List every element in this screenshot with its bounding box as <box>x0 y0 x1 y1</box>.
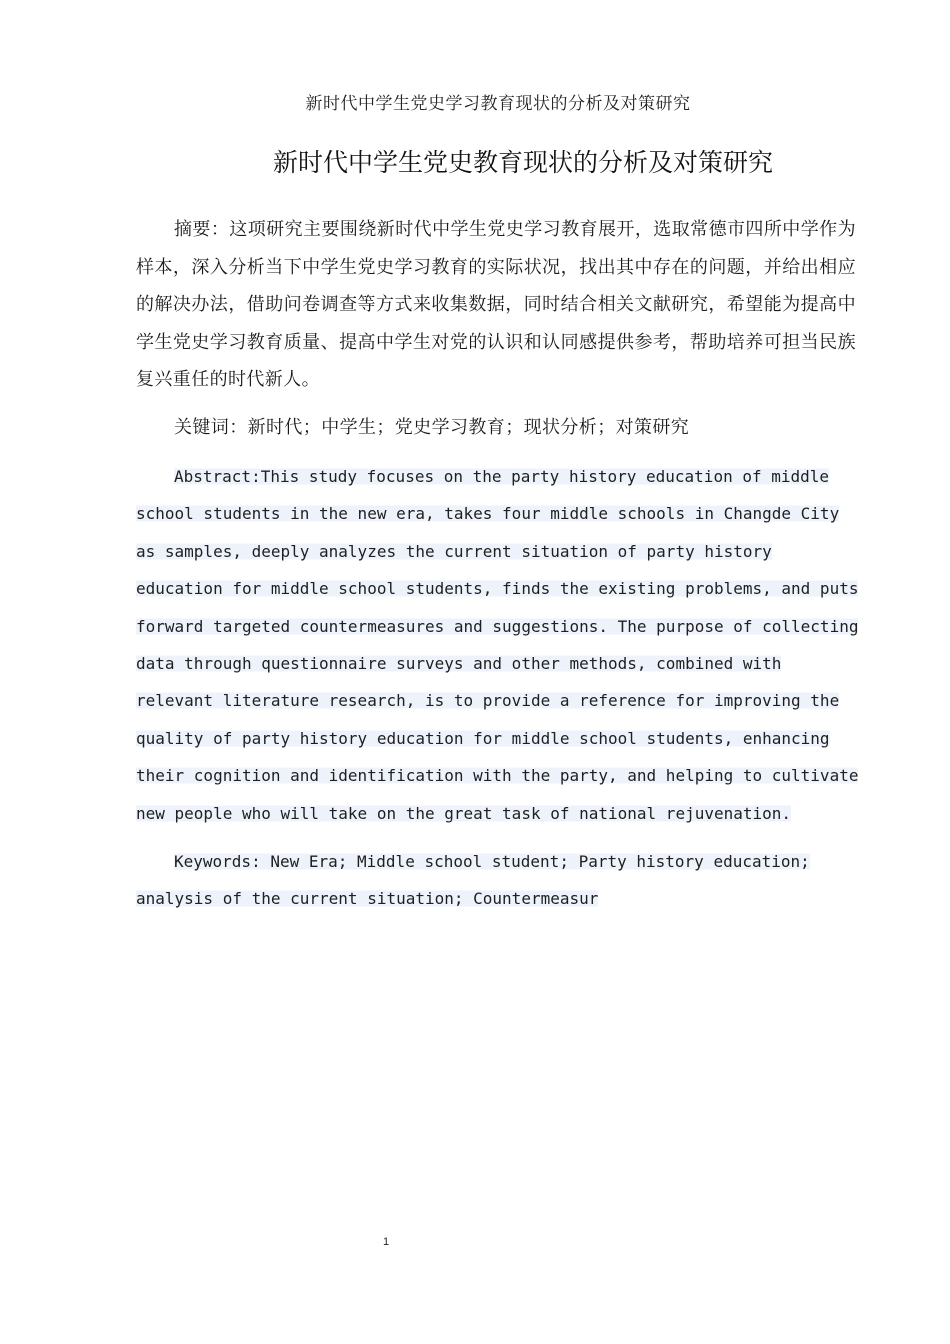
chinese-keywords: 关键词：新时代；中学生；党史学习教育；现状分析；对策研究 <box>174 417 690 438</box>
abstract-line: relevant literature research, is to provide a reference for improving the <box>136 691 840 711</box>
abstract-line: new people who will take on the great task of national rejuvenation. <box>136 803 792 823</box>
english-keywords <box>136 843 858 918</box>
page-title: 新时代中学生党史教育现状的分析及对策研究 <box>272 148 773 177</box>
english-abstract <box>136 458 858 832</box>
abstract-line: data through questionnaire surveys and other methods, combined with <box>136 653 782 673</box>
abstract-line: Abstract:This study focuses on the party history education of middle <box>174 467 830 486</box>
running-header: 新时代中学生党史学习教育现状的分析及对策研究 <box>305 94 691 114</box>
abstract-line: their cognition and identification with the party, and helping to cultivate <box>136 766 859 786</box>
keywords-line: Keywords: New Era; Middle school student; Party history education; <box>174 852 810 871</box>
abstract-line: school students in the new era, takes four middle schools in Changde City <box>136 504 840 524</box>
chinese-abstract: 摘要：这项研究主要围绕新时代中学生党史学习教育展开，选取常德市四所中学作为样本，深入分析当下中学生党史学习教育的实际状况，找出其中存在的问题，并给出相应的解决办法，借助问卷调查等方式来收集数据，同时结合相关文献研究，希望能为提高中学生党史学习教育质量、提高中学生对党的认识和认同感提供参考，帮助培养可担当民族复兴重任的时代新人。 <box>136 219 856 390</box>
keywords-line: analysis of the current situation; Countermeasur <box>136 889 599 909</box>
abstract-line: education for middle school students, finds the existing problems, and puts <box>136 579 859 599</box>
abstract-line: quality of party history education for middle school students, enhancing <box>136 728 830 748</box>
abstract-line: forward targeted countermeasures and suggestions. The purpose of collecting <box>136 616 859 636</box>
page-number: 1 <box>382 1236 390 1248</box>
abstract-line: as samples, deeply analyzes the current situation of party history <box>136 541 772 561</box>
